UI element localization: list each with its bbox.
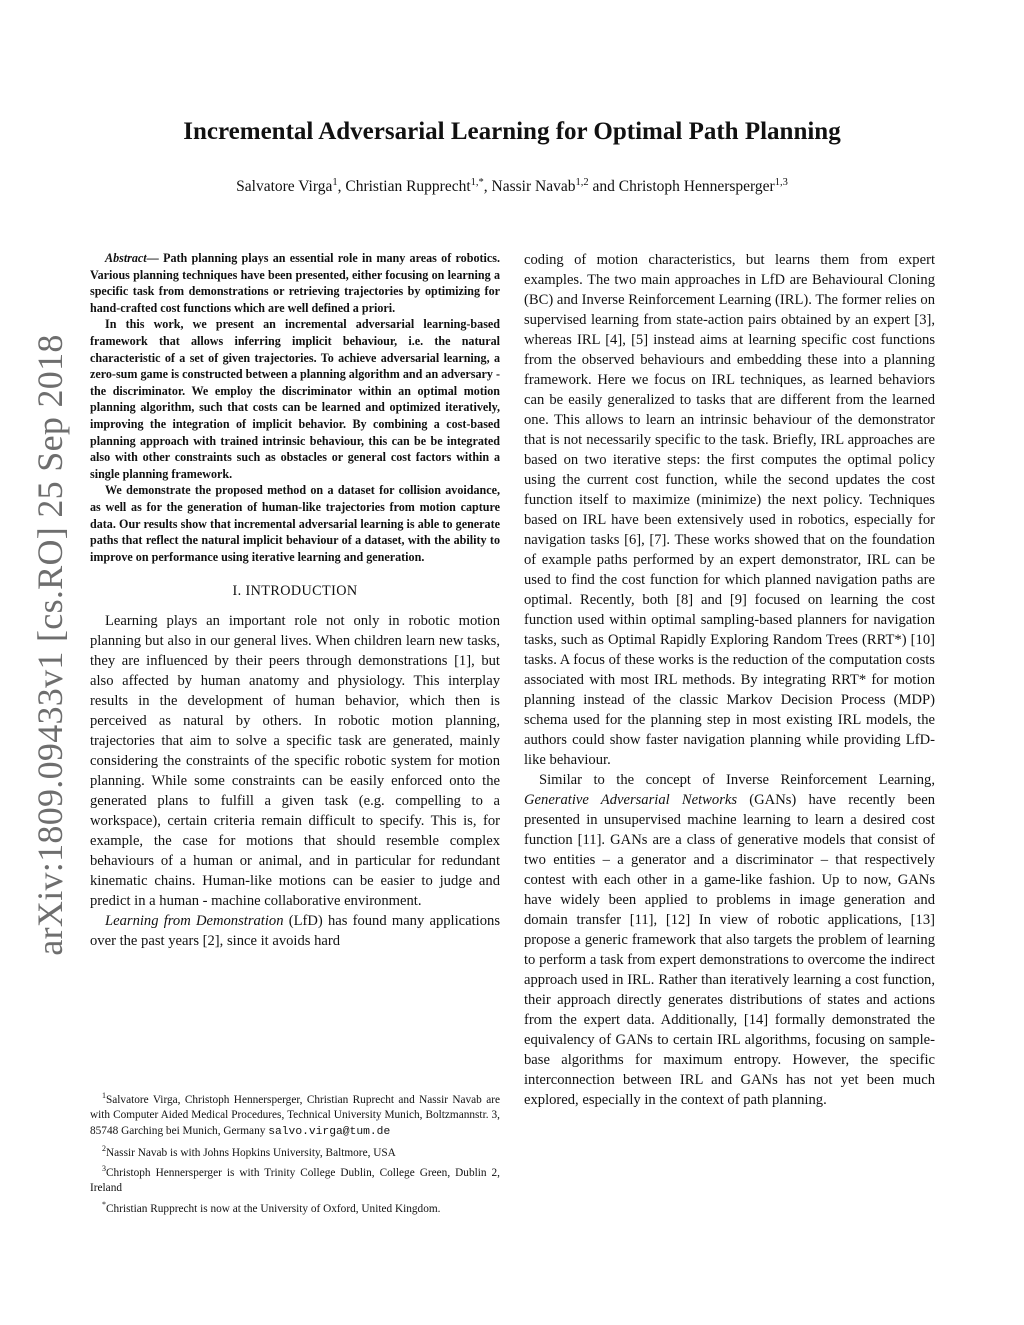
footnote-text: Christoph Hennersperger is with Trinity College Dublin, College Green, Dublin 2, Ireland — [90, 1166, 500, 1195]
footnote-text: Christian Rupprecht is now at the University of Oxford, United Kingdom. — [106, 1202, 441, 1215]
author-separator: , — [483, 178, 492, 196]
footnote-mark: 2 — [102, 1143, 106, 1153]
body-paragraph: Learning plays an important role not only in robotic motion planning but also in our general lives. When children learn new tasks, they are influenced by their peers through demonstrations [1], but also affected by human anatomy and physiology. This interplay results in the development of human behavior, which then is perceived as natural by others. In robotic motion planning, trajectories that aim to solve a specific task are generated, mainly considering the constraints of the specific robotic system for motion planning. While some constraints can be easily enforced onto the generated plans to fulfill a given task (e.g. compelling to a workspace), certain criteria remain difficult to specify. This is, for example, the case for motions that should resemble complex behaviours of a human or animal, and in particular for redundant kinematic chains. Human-like motions can be easier to judge and predict in a human - machine collaborative environment. — [90, 613, 500, 910]
footnote-text: Salvatore Virga, Christoph Hennersperger, Christian Ruprecht and Nassir Navab are with Computer Aided Medical Procedures, Technical University Munich, Boltzmannstr. 3, 85748 Garching bei Munich, Germany — [90, 1093, 500, 1137]
emphasis-text: Learning from Demonstration — [105, 913, 284, 930]
footnote — [90, 1088, 500, 1141]
email-link[interactable]: salvo.virga@tum.de — [268, 1125, 391, 1138]
author-separator: and — [588, 178, 619, 196]
footnote-mark: 3 — [102, 1163, 106, 1173]
body-text: Similar to the concept of Inverse Reinforcement Learning, — [539, 772, 935, 788]
footnote — [90, 1161, 500, 1197]
body-paragraph: coding of motion characteristics, but learns them from expert examples. The two main approaches in LfD are Behavioural Cloning (BC) and Inverse Reinforcement Learning (IRL). The former relies on supervised learning from state-action pairs obtained by an expert [3], whereas IRL [4], [5] instead aims at learning specific cost functions from the observed behaviours and embedding these into a planning framework. Here we focus on IRL techniques, as learned behaviors can be easily generalized to tasks that are different from the learned one. This allows to learn an intrinsic behaviour of the demonstrator that is not necessarily specific to the task. Briefly, IRL approaches are based on two iterative steps: the first computes the optimal policy using the current cost function, while the second updates the cost function itself to maximize (minimize) the next policy. Techniques based on IRL have been extensively used in robotics, especially for navigation tasks [6], [7]. These works showed that on the foundation of example paths performed by an expert demonstrator, IRL can be used to find the cost function for which planned navigation paths are optimal. Recently, both [8] and [9] focused on learning the cost function used within optimal sampling-based planners for navigation tasks, such as Optimal Rapidly Exploring Random Trees (RRT*) [10] tasks. A focus of these works is the reduction of the computation costs associated with most IRL methods. By integrating RRT* for motion planning instead of the classic Markov Decision Process (MDP) schema used for the planning step in most existing IRL models, the authors could show faster navigation planning while providing LfD-like behaviour. — [524, 252, 935, 768]
left-column — [90, 250, 500, 951]
arxiv-identifier: arXiv:1809.09433v1 [cs.RO] 25 Sep 2018 — [30, 334, 70, 956]
abstract-label: Abstract — [105, 251, 147, 265]
body-text: (LfD) has found many applications over the past years [2], since it avoids hard — [90, 913, 500, 950]
section-heading: I. INTRODUCTION — [232, 583, 358, 600]
author-name: Christoph Hennersperger — [618, 178, 775, 196]
footnotes — [90, 1088, 500, 1217]
abstract-paragraph: We demonstrate the proposed method on a dataset for collision avoidance, as well as for the generation of human-like trajectories from motion capture data. Our results show that incremental adversarial learning is able to generate paths that reflect the natural implicit behaviour of a dataset, with the ability to improve on performance using iterative learning and generation. — [90, 483, 500, 564]
footnote — [90, 1197, 500, 1217]
body-paragraph — [90, 911, 500, 951]
emphasis-text: Generative Adversarial Networks — [524, 792, 738, 808]
footnote — [90, 1141, 500, 1161]
footnote-mark: 1 — [102, 1091, 106, 1100]
author-name: Salvatore Virga — [236, 178, 333, 196]
author-separator: , — [337, 178, 346, 196]
author-affiliation: 1,3 — [774, 177, 788, 188]
author-name: Christian Rupprecht — [345, 178, 471, 196]
footnote-mark: * — [102, 1199, 106, 1209]
author-name: Nassir Navab — [491, 178, 576, 196]
author-affiliation: 1,* — [470, 177, 484, 188]
author-affiliation: 1 — [332, 177, 338, 188]
right-column — [524, 250, 935, 1110]
abstract-paragraph — [90, 250, 500, 316]
abstract-paragraph: In this work, we present an incremental adversarial learning-based framework that allows inferring implicit behaviour, i.e. the natural characteristic of a set of given trajectories. To achieve adversarial learning, a zero-sum game is constructed between a planning algorithm and an adversary - the discriminator. We employ the discriminator within an optimal motion planning algorithm, such that costs can be learned and optimized iteratively, improving the integration of implicit behavior. By combining a cost-based planning approach with trained intrinsic behaviour, this can be be integrated also with other constraints such as obstacles or general cost factors within a single planning framework. — [90, 317, 500, 481]
body-text: (GANs) have recently been presented in unsupervised machine learning to learn a desired cost function [11]. GANs are a class of generative models that consist of two entities – a generator and a discriminator – that respectively contest with each other in a game-like fashion. Up to now, GANs have widely been applied to problems in image generation and domain transfer [11], [12] In view of robotic applications, [13] propose a generic framework that also targets the problem of learning to perform a task from expert demonstrations to overcome the indirect approach used in IRL. Rather than iteratively learning a cost function, their approach directly generates distributions of states and actions from the expert data. Additionally, [14] formally demonstrated the equivalency of GANs to certain IRL algorithms, focusing on sample-base algorithms for maximum entropy. However, the specific interconnection between IRL and GANs has not yet been much explored, especially in the context of path planning. — [524, 792, 936, 1108]
author-affiliation: 1,2 — [575, 177, 589, 188]
paper-title: Incremental Adversarial Learning for Optimal Path Planning — [183, 118, 841, 145]
abstract-text: Path planning plays an essential role in many areas of robotics. Various planning techniques have been presented, either focusing on learning a specific task from demonstrations or retrieving trajectories by optimizing for hand-crafted cost functions which are well defined a priori. — [90, 251, 500, 315]
footnote-text: Nassir Navab is with Johns Hopkins University, Baltmore, USA — [106, 1146, 396, 1159]
author-list — [0, 177, 1024, 196]
abstract-dash: — — [146, 251, 164, 265]
body-paragraph — [524, 770, 935, 1110]
